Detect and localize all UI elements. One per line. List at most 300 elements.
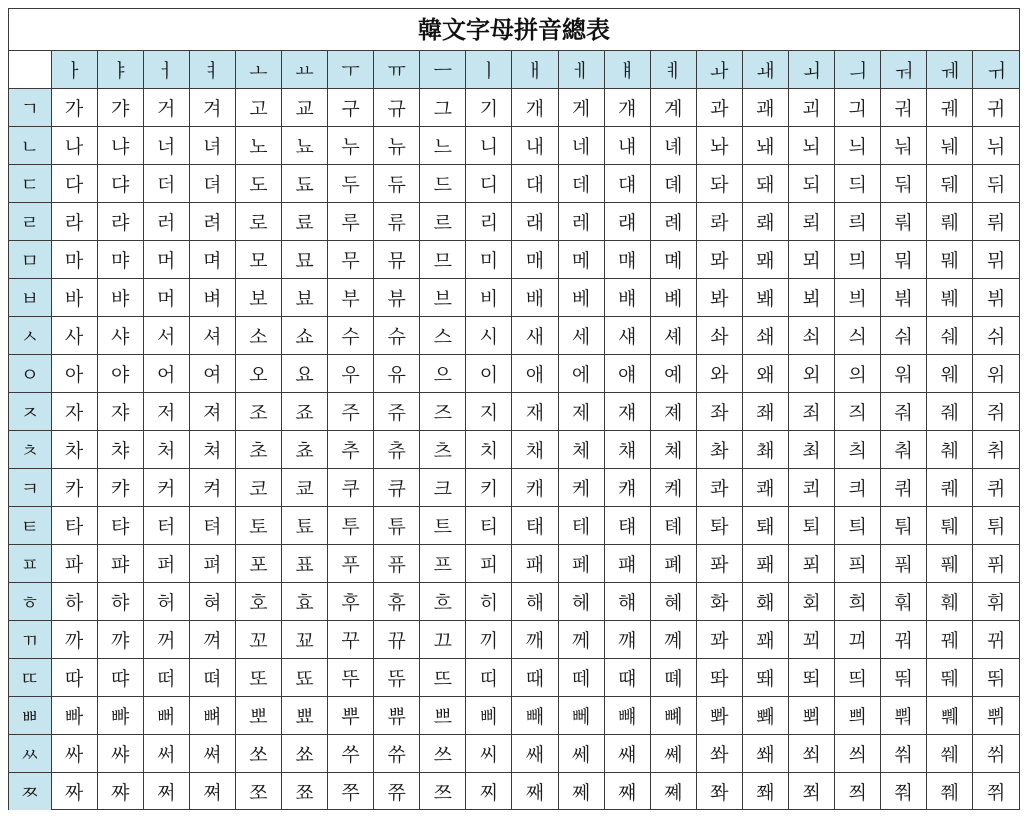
- syllable-cell: 삐: [466, 697, 512, 735]
- syllable-cell: 뤼: [973, 203, 1019, 241]
- syllable-cell: 쪄: [189, 773, 235, 811]
- syllable-cell: 처: [143, 431, 189, 469]
- syllable-row: [9, 241, 1019, 279]
- syllable-cell: 뵤: [281, 279, 327, 317]
- syllable-cell: 쫴: [742, 773, 788, 811]
- syllable-cell: 숴: [881, 317, 927, 355]
- syllable-cell: 러: [143, 203, 189, 241]
- syllable-cell: 떄: [604, 659, 650, 697]
- syllable-cell: 쩌: [143, 773, 189, 811]
- syllable-cell: 티: [466, 507, 512, 545]
- syllable-cell: 자: [51, 393, 97, 431]
- consonant-header-cell: ㅈ: [9, 393, 51, 431]
- syllable-cell: 니: [466, 127, 512, 165]
- consonant-header-cell: ㅃ: [9, 697, 51, 735]
- syllable-row: [9, 507, 1019, 545]
- syllable-cell: 쬬: [281, 773, 327, 811]
- syllable-cell: 뢰: [789, 203, 835, 241]
- syllable-cell: 유: [374, 355, 420, 393]
- syllable-cell: 뽸: [742, 697, 788, 735]
- syllable-cell: 둬: [881, 165, 927, 203]
- syllable-cell: 헤: [558, 583, 604, 621]
- syllable-row: [9, 203, 1019, 241]
- syllable-cell: 까: [51, 621, 97, 659]
- syllable-cell: 네: [558, 127, 604, 165]
- syllable-cell: 뵈: [789, 279, 835, 317]
- syllable-cell: 뭬: [927, 241, 973, 279]
- consonant-header-cell: ㅎ: [9, 583, 51, 621]
- vowel-header-cell: ㅔ: [558, 51, 604, 89]
- syllable-cell: 캬: [97, 469, 143, 507]
- corner-cell: [9, 51, 51, 89]
- syllable-cell: 회: [789, 583, 835, 621]
- syllable-cell: 패: [512, 545, 558, 583]
- vowel-header-cell: ㅚ: [789, 51, 835, 89]
- syllable-cell: 뇌: [789, 127, 835, 165]
- syllable-cell: 히: [466, 583, 512, 621]
- syllable-cell: 궤: [927, 89, 973, 127]
- syllable-cell: 쾨: [789, 469, 835, 507]
- syllable-cell: 썌: [604, 735, 650, 773]
- syllable-cell: 기: [466, 89, 512, 127]
- consonant-header-cell: ㅂ: [9, 279, 51, 317]
- syllable-cell: 워: [881, 355, 927, 393]
- syllable-cell: 뽀: [235, 697, 281, 735]
- syllable-cell: 쩨: [558, 773, 604, 811]
- syllable-cell: 쇼: [281, 317, 327, 355]
- syllable-cell: 씨: [466, 735, 512, 773]
- syllable-cell: 후: [328, 583, 374, 621]
- syllable-cell: 킈: [835, 469, 881, 507]
- syllable-cell: 너: [143, 127, 189, 165]
- syllable-cell: 빼: [512, 697, 558, 735]
- syllable-row: [9, 355, 1019, 393]
- syllable-cell: 베: [558, 279, 604, 317]
- syllable-cell: 취: [973, 431, 1019, 469]
- syllable-cell: 쎄: [558, 735, 604, 773]
- syllable-row: [9, 165, 1019, 203]
- syllable-cell: 걔: [604, 89, 650, 127]
- syllable-cell: 꽈: [696, 621, 742, 659]
- syllable-cell: 쎠: [189, 735, 235, 773]
- syllable-cell: 녀: [189, 127, 235, 165]
- syllable-cell: 뒤: [973, 165, 1019, 203]
- syllable-cell: 섀: [604, 317, 650, 355]
- syllable-cell: 꿰: [927, 621, 973, 659]
- syllable-cell: 촤: [696, 431, 742, 469]
- syllable-cell: 쪼: [235, 773, 281, 811]
- syllable-cell: 놔: [696, 127, 742, 165]
- syllable-cell: 조: [235, 393, 281, 431]
- syllable-cell: 에: [558, 355, 604, 393]
- syllable-cell: 죠: [281, 393, 327, 431]
- syllable-cell: 뿨: [881, 697, 927, 735]
- syllable-cell: 브: [420, 279, 466, 317]
- syllable-cell: 쟤: [604, 393, 650, 431]
- syllable-cell: 쀄: [927, 697, 973, 735]
- syllable-cell: 하: [51, 583, 97, 621]
- syllable-cell: 쀠: [973, 697, 1019, 735]
- syllable-cell: 튜: [374, 507, 420, 545]
- syllable-cell: 툐: [281, 507, 327, 545]
- syllable-cell: 스: [420, 317, 466, 355]
- syllable-cell: 뎌: [189, 165, 235, 203]
- syllable-cell: 뗴: [650, 659, 696, 697]
- syllable-cell: 메: [558, 241, 604, 279]
- vowel-header-cell: ㅑ: [97, 51, 143, 89]
- syllable-cell: 꺼: [143, 621, 189, 659]
- syllable-cell: 똬: [696, 659, 742, 697]
- syllable-cell: 다: [51, 165, 97, 203]
- syllable-cell: 띠: [466, 659, 512, 697]
- syllable-cell: 쨰: [604, 773, 650, 811]
- syllable-cell: 도: [235, 165, 281, 203]
- syllable-cell: 뇨: [281, 127, 327, 165]
- syllable-cell: 사: [51, 317, 97, 355]
- syllable-cell: 랴: [97, 203, 143, 241]
- consonant-header-cell: ㅇ: [9, 355, 51, 393]
- syllable-cell: 뽜: [696, 697, 742, 735]
- syllable-cell: 띄: [835, 659, 881, 697]
- consonant-header-cell: ㄱ: [9, 89, 51, 127]
- syllable-cell: 쎼: [650, 735, 696, 773]
- consonant-header-cell: ㄹ: [9, 203, 51, 241]
- syllable-cell: 크: [420, 469, 466, 507]
- syllable-cell: 뷰: [374, 279, 420, 317]
- syllable-cell: 뱌: [97, 279, 143, 317]
- syllable-cell: 켜: [189, 469, 235, 507]
- syllable-cell: 꿔: [881, 621, 927, 659]
- syllable-cell: 세: [558, 317, 604, 355]
- syllable-cell: 켸: [650, 469, 696, 507]
- syllable-cell: 리: [466, 203, 512, 241]
- syllable-cell: 겨: [189, 89, 235, 127]
- syllable-cell: 븨: [835, 279, 881, 317]
- syllable-cell: 재: [512, 393, 558, 431]
- syllable-cell: 쇄: [742, 317, 788, 355]
- syllable-cell: 먀: [97, 241, 143, 279]
- syllable-cell: 효: [281, 583, 327, 621]
- syllable-cell: 퇘: [742, 507, 788, 545]
- syllable-cell: 로: [235, 203, 281, 241]
- syllable-cell: 파: [51, 545, 97, 583]
- syllable-cell: 라: [51, 203, 97, 241]
- syllable-cell: 캐: [512, 469, 558, 507]
- syllable-cell: 벼: [189, 279, 235, 317]
- syllable-cell: 아: [51, 355, 97, 393]
- syllable-cell: 큐: [374, 469, 420, 507]
- syllable-cell: 떼: [558, 659, 604, 697]
- consonant-header-cell: ㅁ: [9, 241, 51, 279]
- syllable-cell: 느: [420, 127, 466, 165]
- syllable-cell: 데: [558, 165, 604, 203]
- syllable-row: [9, 317, 1019, 355]
- syllable-cell: 쿼: [881, 469, 927, 507]
- syllable-cell: 웨: [927, 355, 973, 393]
- syllable-cell: 줴: [927, 393, 973, 431]
- vowel-header-cell: ㅝ: [881, 51, 927, 89]
- chart-title: 韓文字母拼音總表: [9, 9, 1019, 51]
- syllable-cell: 차: [51, 431, 97, 469]
- syllable-cell: 채: [512, 431, 558, 469]
- syllable-cell: 훠: [881, 583, 927, 621]
- syllable-cell: 포: [235, 545, 281, 583]
- syllable-cell: 뀌: [973, 621, 1019, 659]
- syllable-cell: 구: [328, 89, 374, 127]
- syllable-cell: 묘: [281, 241, 327, 279]
- syllable-cell: 볘: [650, 279, 696, 317]
- syllable-cell: 즈: [420, 393, 466, 431]
- syllable-cell: 꾜: [281, 621, 327, 659]
- syllable-cell: 눠: [881, 127, 927, 165]
- syllable-cell: 께: [558, 621, 604, 659]
- syllable-cell: 거: [143, 89, 189, 127]
- syllable-cell: 호: [235, 583, 281, 621]
- syllable-cell: 두: [328, 165, 374, 203]
- consonant-header-cell: ㅍ: [9, 545, 51, 583]
- syllable-cell: 째: [512, 773, 558, 811]
- syllable-row: [9, 545, 1019, 583]
- syllable-cell: 댜: [97, 165, 143, 203]
- syllable-cell: 뚀: [281, 659, 327, 697]
- syllable-cell: 뮤: [374, 241, 420, 279]
- syllable-cell: 마: [51, 241, 97, 279]
- syllable-cell: 좌: [696, 393, 742, 431]
- syllable-cell: 셰: [650, 317, 696, 355]
- syllable-cell: 훼: [927, 583, 973, 621]
- vowel-header-cell: ㅡ: [420, 51, 466, 89]
- syllable-cell: 댸: [604, 165, 650, 203]
- syllable-cell: 됴: [281, 165, 327, 203]
- syllable-cell: 뾰: [281, 697, 327, 735]
- syllable-cell: 더: [143, 165, 189, 203]
- syllable-cell: 표: [281, 545, 327, 583]
- syllable-cell: 수: [328, 317, 374, 355]
- syllable-cell: 소: [235, 317, 281, 355]
- syllable-cell: 돠: [696, 165, 742, 203]
- syllable-cell: 롸: [696, 203, 742, 241]
- syllable-cell: 려: [189, 203, 235, 241]
- syllable-cell: 쫘: [696, 773, 742, 811]
- vowel-header-cell: ㅣ: [466, 51, 512, 89]
- syllable-cell: 어: [143, 355, 189, 393]
- syllable-cell: 궈: [881, 89, 927, 127]
- syllable-cell: 뷔: [973, 279, 1019, 317]
- vowel-header-cell: ㅢ: [835, 51, 881, 89]
- syllable-cell: 쨔: [97, 773, 143, 811]
- syllable-cell: 끄: [420, 621, 466, 659]
- consonant-header-cell: ㄴ: [9, 127, 51, 165]
- syllable-cell: 퀴: [973, 469, 1019, 507]
- syllable-cell: 쮜: [973, 773, 1019, 811]
- vowel-header-cell: ㅕ: [189, 51, 235, 89]
- syllable-cell: 츠: [420, 431, 466, 469]
- consonant-header-cell: ㅊ: [9, 431, 51, 469]
- syllable-cell: 애: [512, 355, 558, 393]
- syllable-cell: 콰: [696, 469, 742, 507]
- syllable-cell: 부: [328, 279, 374, 317]
- syllable-cell: 셔: [189, 317, 235, 355]
- syllable-cell: 줘: [881, 393, 927, 431]
- consonant-header-cell: ㅅ: [9, 317, 51, 355]
- syllable-cell: 꺄: [97, 621, 143, 659]
- syllable-cell: 우: [328, 355, 374, 393]
- syllable-cell: 짜: [51, 773, 97, 811]
- syllable-cell: 제: [558, 393, 604, 431]
- syllable-cell: 머: [143, 241, 189, 279]
- syllable-row: [9, 127, 1019, 165]
- syllable-cell: 쀼: [374, 697, 420, 735]
- syllable-cell: 땨: [97, 659, 143, 697]
- syllable-cell: 시: [466, 317, 512, 355]
- syllable-cell: 쿄: [281, 469, 327, 507]
- syllable-cell: 싀: [835, 317, 881, 355]
- syllable-row: [9, 621, 1019, 659]
- syllable-cell: 뺴: [604, 697, 650, 735]
- syllable-row: [9, 393, 1019, 431]
- syllable-cell: 놰: [742, 127, 788, 165]
- syllable-cell: 왜: [742, 355, 788, 393]
- syllable-cell: 듀: [374, 165, 420, 203]
- syllable-cell: 꾀: [789, 621, 835, 659]
- syllable-cell: 퍠: [604, 545, 650, 583]
- syllable-cell: 졔: [650, 393, 696, 431]
- syllable-cell: 퍄: [97, 545, 143, 583]
- syllable-cell: 뫄: [696, 241, 742, 279]
- syllable-cell: 봐: [696, 279, 742, 317]
- syllable-cell: 터: [143, 507, 189, 545]
- vowel-header-cell: ㅗ: [235, 51, 281, 89]
- syllable-cell: 퐤: [742, 545, 788, 583]
- syllable-cell: 먜: [604, 241, 650, 279]
- syllable-cell: 쌔: [512, 735, 558, 773]
- syllable-cell: 야: [97, 355, 143, 393]
- syllable-cell: 붜: [881, 279, 927, 317]
- syllable-cell: 태: [512, 507, 558, 545]
- syllable-cell: 냐: [97, 127, 143, 165]
- syllable-cell: 뻬: [558, 697, 604, 735]
- syllable-cell: 듸: [835, 165, 881, 203]
- syllable-cell: 갸: [97, 89, 143, 127]
- syllable-cell: 쌰: [97, 735, 143, 773]
- syllable-cell: 오: [235, 355, 281, 393]
- consonant-header-cell: ㄸ: [9, 659, 51, 697]
- syllable-cell: 쒀: [881, 735, 927, 773]
- hangul-chart-sheet: [8, 8, 1020, 810]
- syllable-row: [9, 583, 1019, 621]
- syllable-cell: 꾸: [328, 621, 374, 659]
- syllable-cell: 빠: [51, 697, 97, 735]
- syllable-cell: 퇴: [789, 507, 835, 545]
- syllable-cell: 루: [328, 203, 374, 241]
- syllable-cell: 돼: [742, 165, 788, 203]
- syllable-cell: 해: [512, 583, 558, 621]
- syllable-cell: 때: [512, 659, 558, 697]
- syllable-cell: 화: [696, 583, 742, 621]
- syllable-row: [9, 89, 1019, 127]
- syllable-cell: 뾔: [789, 697, 835, 735]
- syllable-cell: 펴: [189, 545, 235, 583]
- syllable-cell: 외: [789, 355, 835, 393]
- syllable-cell: 래: [512, 203, 558, 241]
- syllable-cell: 으: [420, 355, 466, 393]
- syllable-cell: 뀨: [374, 621, 420, 659]
- syllable-cell: 쾌: [742, 469, 788, 507]
- syllable-cell: 슈: [374, 317, 420, 355]
- syllable-cell: 꼬: [235, 621, 281, 659]
- syllable-cell: 톼: [696, 507, 742, 545]
- vowel-header-cell: ㅟ: [973, 51, 1019, 89]
- syllable-cell: 늬: [835, 127, 881, 165]
- syllable-cell: 쯰: [835, 773, 881, 811]
- syllable-cell: 휘: [973, 583, 1019, 621]
- syllable-cell: 져: [189, 393, 235, 431]
- syllable-cell: 프: [420, 545, 466, 583]
- syllable-cell: 풰: [927, 545, 973, 583]
- syllable-cell: 뤠: [927, 203, 973, 241]
- syllable-cell: 뎨: [650, 165, 696, 203]
- syllable-cell: 끼: [466, 621, 512, 659]
- syllable-cell: 배: [512, 279, 558, 317]
- vowel-header-cell: ㅠ: [374, 51, 420, 89]
- syllable-cell: 미: [466, 241, 512, 279]
- syllable-cell: 뗘: [189, 659, 235, 697]
- syllable-cell: 쬐: [789, 773, 835, 811]
- syllable-cell: 드: [420, 165, 466, 203]
- syllable-cell: 토: [235, 507, 281, 545]
- syllable-cell: 퀘: [927, 469, 973, 507]
- syllable-cell: 쪠: [650, 773, 696, 811]
- syllable-cell: 뚸: [881, 659, 927, 697]
- consonant-header-cell: ㅋ: [9, 469, 51, 507]
- syllable-cell: 계: [650, 89, 696, 127]
- syllable-cell: 그: [420, 89, 466, 127]
- syllable-cell: 와: [696, 355, 742, 393]
- syllable-cell: 챠: [97, 431, 143, 469]
- syllable-cell: 쟈: [97, 393, 143, 431]
- syllable-cell: 햬: [604, 583, 650, 621]
- syllable-cell: 쐬: [789, 735, 835, 773]
- syllable-cell: 꼐: [650, 621, 696, 659]
- hangul-grid: [9, 51, 1019, 810]
- syllable-cell: 톄: [650, 507, 696, 545]
- syllable-cell: 퐈: [696, 545, 742, 583]
- syllable-cell: 디: [466, 165, 512, 203]
- syllable-cell: 쵀: [742, 431, 788, 469]
- syllable-cell: 컈: [604, 469, 650, 507]
- syllable-cell: 이: [466, 355, 512, 393]
- syllable-cell: 따: [51, 659, 97, 697]
- vowel-header-row: [9, 51, 1019, 89]
- syllable-cell: 쇠: [789, 317, 835, 355]
- vowel-header-cell: ㅐ: [512, 51, 558, 89]
- syllable-cell: 퓌: [973, 545, 1019, 583]
- syllable-cell: 나: [51, 127, 97, 165]
- syllable-cell: 과: [696, 89, 742, 127]
- syllable-cell: 솨: [696, 317, 742, 355]
- syllable-cell: 흐: [420, 583, 466, 621]
- syllable-cell: 류: [374, 203, 420, 241]
- syllable-cell: 대: [512, 165, 558, 203]
- syllable-cell: 테: [558, 507, 604, 545]
- syllable-cell: 붸: [927, 279, 973, 317]
- syllable-cell: 쭈: [328, 773, 374, 811]
- syllable-cell: 허: [143, 583, 189, 621]
- syllable-cell: 되: [789, 165, 835, 203]
- syllable-cell: 써: [143, 735, 189, 773]
- syllable-cell: 쿠: [328, 469, 374, 507]
- syllable-cell: 휴: [374, 583, 420, 621]
